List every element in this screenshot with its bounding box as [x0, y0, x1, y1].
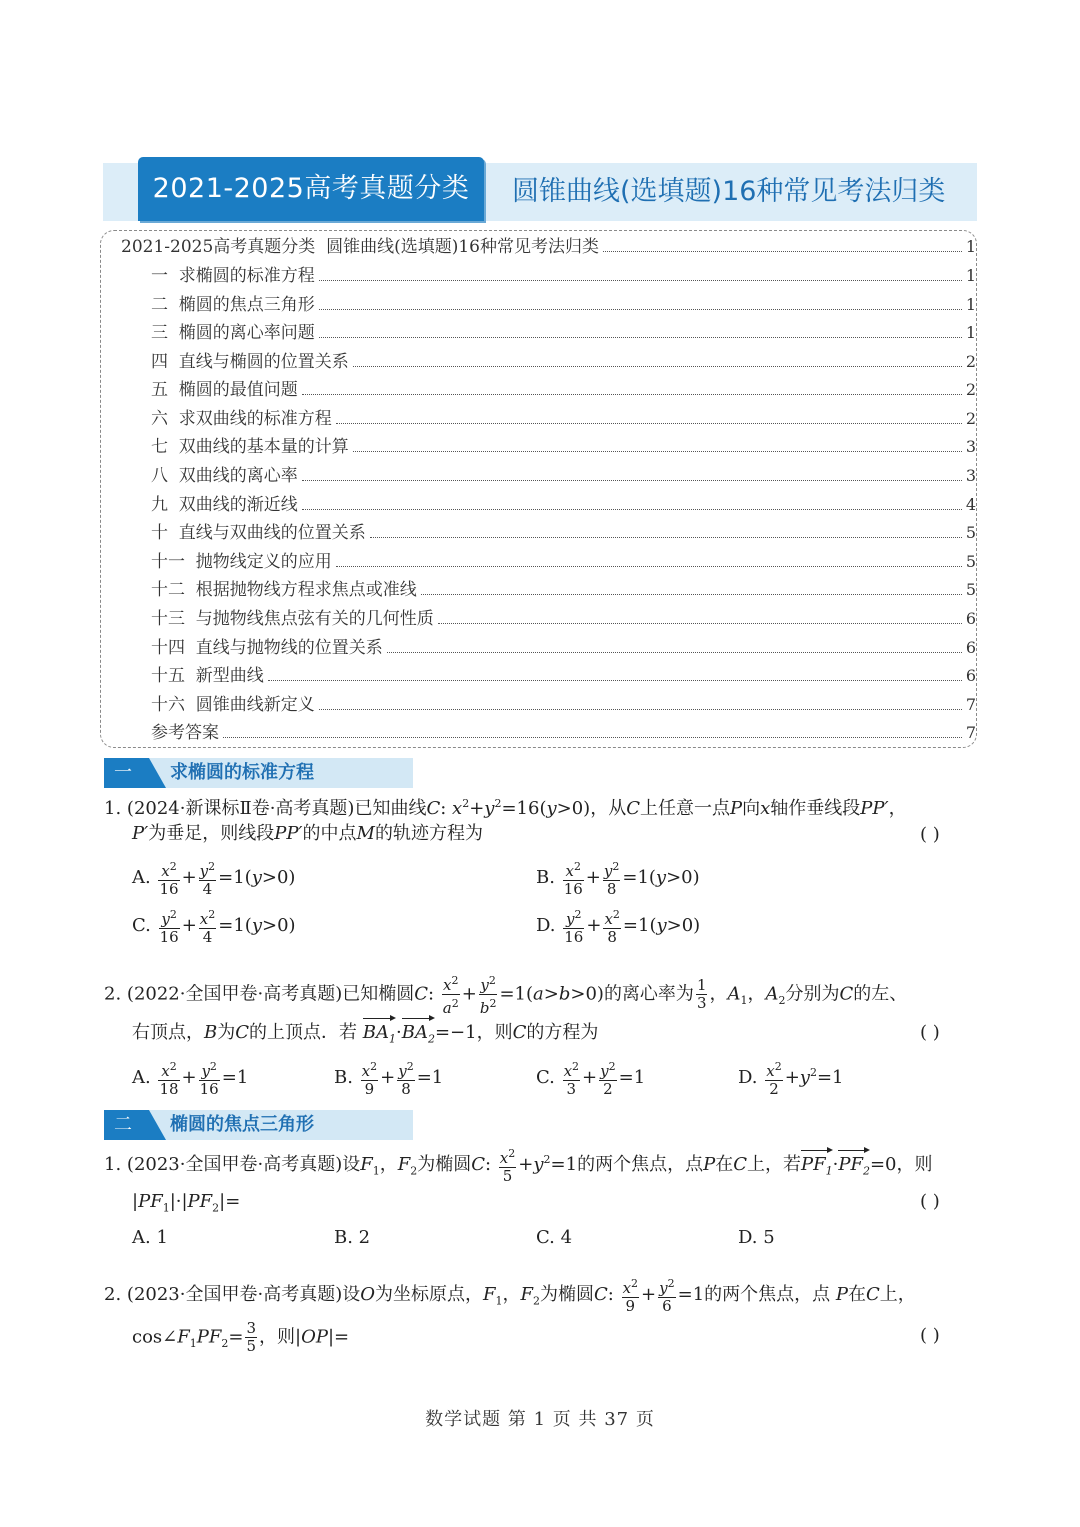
toc-leader-dots: [336, 406, 962, 424]
question-text: 在: [848, 1284, 867, 1305]
question-1-1: 1. (2024·新课标Ⅱ卷·高考真题)已知曲线C: $x^2+y^2=16(y>0)$，从C上任意一点P向x轴作垂线段PP′，: [104, 797, 907, 819]
option-b[interactable]: B. $\frac{x^2}{9}$ + $\frac{y^2}{8}$ =1: [334, 1060, 444, 1098]
page-title: 圆锥曲线(选填题)16种常见考法归类: [512, 176, 946, 207]
toc-entry-title: 三 椭圆的离心率问题: [151, 323, 315, 343]
question-text: 设: [342, 1284, 361, 1305]
question-1-1-line2: P′为垂足，则线段PP′的中点M的轨迹方程为: [132, 823, 483, 844]
toc-entry[interactable]: [151, 434, 976, 460]
toc-entry-page: 5: [965, 580, 976, 599]
question-text: 右顶点，: [132, 1022, 204, 1043]
toc-leader-dots: [319, 320, 962, 338]
toc-entry-title: 十三 与抛物线焦点弦有关的几何性质: [151, 609, 434, 629]
toc-entry-title: 参考答案: [151, 723, 219, 743]
toc-entry[interactable]: [151, 377, 976, 403]
toc-entry-title: 2021-2025高考真题分类 圆锥曲线(选填题)16种常见考法归类: [121, 237, 599, 257]
option-d[interactable]: D. $\frac{y^2}{16}$ + $\frac{x^2}{8}$ =1(y>0): [536, 908, 701, 946]
question-text: 为坐标原点，: [374, 1284, 483, 1305]
toc-leader-dots: [302, 492, 962, 510]
toc-leader-dots: [268, 663, 962, 681]
toc-entry[interactable]: [151, 292, 976, 318]
toc-leader-dots: [603, 234, 962, 252]
question-text: 则: [914, 1154, 933, 1175]
toc-entry-page: 6: [965, 638, 976, 657]
toc-entry-page: 6: [965, 666, 976, 685]
toc-leader-dots: [387, 635, 962, 653]
option-c[interactable]: C. $\frac{x^2}{3}$ + $\frac{y^2}{2}$ =1: [536, 1060, 646, 1098]
toc-entry-title: 十六 圆锥曲线新定义: [151, 695, 315, 715]
question-text: 上，若: [746, 1154, 801, 1175]
option-label: D.: [536, 915, 556, 936]
question-text: 上任意一点: [639, 798, 730, 819]
question-2-1: 1. (2023·全国甲卷·高考真题)设$F_1$，$F_2$为椭圆C: $\frac{x^2}{5}$ $+y^2=1$的两个焦点，点P在C上，若$PF_1\cdot PF_2=0$，则: [104, 1147, 933, 1185]
question-source: (2023·全国甲卷·高考真题): [126, 1154, 343, 1175]
section-number: 二: [114, 1114, 132, 1135]
toc-entry-page: 6: [965, 609, 976, 628]
question-2-2-line2: $\cos\angle F_1PF_2=$ $\frac{3}{5}$ ，则|OP|=: [132, 1319, 350, 1355]
question-source: (2024·新课标Ⅱ卷·高考真题): [126, 798, 355, 819]
question-text: 的离心率为: [603, 983, 694, 1005]
banner-tab: 2021-2025高考真题分类: [138, 157, 484, 221]
option-label: B.: [536, 867, 555, 888]
toc-entry[interactable]: [151, 320, 976, 346]
question-2-2: 2. (2023·全国甲卷·高考真题)设O为坐标原点，$F_1$，$F_2$为椭圆C: $\frac{x^2}{9}$ + $\frac{y^2}{6}$ =1的两个焦点，点 P在C上，: [104, 1277, 916, 1315]
question-number: 2.: [104, 983, 122, 1005]
question-text: 上，: [879, 1284, 916, 1305]
option-d[interactable]: D. $\frac{x^2}{2}$ $+y^2=1$: [738, 1060, 844, 1098]
toc-leader-dots: [353, 434, 962, 452]
toc-entry-page: 5: [965, 552, 976, 571]
question-text: 则: [494, 1022, 513, 1043]
question-source: (2022·全国甲卷·高考真题): [126, 983, 343, 1005]
question-number: 2.: [104, 1284, 122, 1305]
toc-entry-title: 八 双曲线的离心率: [151, 466, 298, 486]
section-title: 椭圆的焦点三角形: [170, 1114, 314, 1135]
option-a[interactable]: A. 1: [132, 1227, 168, 1248]
option-b[interactable]: B. $\frac{x^2}{16}$ + $\frac{y^2}{8}$ =1(y>0): [536, 860, 700, 898]
question-text: 已知曲线: [354, 798, 427, 819]
section-header-2: [104, 1110, 413, 1140]
toc-entry-page: 2: [965, 352, 976, 371]
answer-blank[interactable]: ( ): [920, 824, 940, 845]
toc-entry[interactable]: [121, 234, 976, 260]
toc-entry-title: 七 双曲线的基本量的计算: [151, 437, 349, 457]
question-text: 的上顶点．若: [249, 1022, 358, 1043]
toc-entry[interactable]: [151, 349, 976, 375]
option-a[interactable]: A. $\frac{x^2}{18}$ + $\frac{y^2}{16}$ =1: [132, 1060, 249, 1098]
option-label: C.: [132, 915, 151, 936]
question-text: 在: [715, 1154, 734, 1175]
toc-entry[interactable]: [151, 692, 976, 718]
question-text: 的轨迹方程为: [374, 823, 483, 844]
question-text: 为: [217, 1022, 236, 1043]
toc-entry-title: 十 直线与双曲线的位置关系: [151, 523, 366, 543]
question-1-2: 2. (2022·全国甲卷·高考真题)已知椭圆C: $\frac{x^2}{a^2}$ + $\frac{y^2}{b^2}$ =1(a>b>0)的离心率为 $\frac{1}{3}$ ，$A_1$，$A_2$分别为C的左、: [104, 974, 908, 1017]
toc-entry-title: 一 求椭圆的标准方程: [151, 266, 315, 286]
toc-entry-title: 四 直线与椭圆的位置关系: [151, 352, 349, 372]
question-number: 1.: [104, 798, 122, 819]
option-b[interactable]: B. 2: [334, 1227, 371, 1248]
question-text: 为椭圆: [539, 1284, 594, 1305]
toc-entry[interactable]: [151, 635, 976, 661]
question-text: 的方程为: [526, 1022, 599, 1043]
toc-entry-page: 7: [965, 723, 976, 742]
toc-entry[interactable]: [151, 577, 976, 603]
toc-entry-title: 六 求双曲线的标准方程: [151, 409, 332, 429]
section-number: 一: [114, 762, 132, 783]
answer-blank[interactable]: ( ): [920, 1325, 940, 1346]
toc-entry-page: 3: [965, 437, 976, 456]
question-text: 向: [742, 798, 761, 819]
toc-leader-dots: [336, 549, 962, 567]
toc-leader-dots: [370, 520, 962, 538]
toc-entry[interactable]: [151, 520, 976, 546]
question-text: 设: [342, 1154, 361, 1175]
question-text: 的两个焦点，点: [577, 1154, 704, 1175]
toc-entry-title: 十一 抛物线定义的应用: [151, 552, 332, 572]
toc-entry-page: 1: [965, 237, 976, 256]
toc-entry-title: 二 椭圆的焦点三角形: [151, 295, 315, 315]
question-text: 轴作垂线段: [770, 798, 861, 819]
question-2-1-line2: $|PF_1|\cdot|PF_2|=$: [132, 1191, 241, 1215]
toc-entry-page: 1: [965, 323, 976, 342]
toc-leader-dots: [421, 577, 962, 595]
toc-leader-dots: [319, 692, 962, 710]
section-header-1: [104, 758, 413, 788]
question-text: 分别为: [785, 983, 840, 1005]
toc-entry[interactable]: [151, 263, 976, 289]
toc-leader-dots: [319, 292, 962, 310]
toc-entry-page: 3: [965, 466, 976, 485]
option-d[interactable]: D. 5: [738, 1227, 775, 1248]
toc-entry-page: 2: [965, 409, 976, 428]
toc-entry-page: 5: [965, 523, 976, 542]
toc-leader-dots: [353, 349, 962, 367]
toc-entry-page: 1: [965, 266, 976, 285]
toc-entry-title: 五 椭圆的最值问题: [151, 380, 298, 400]
option-a[interactable]: A. $\frac{x^2}{16}$ + $\frac{y^2}{4}$ =1(y>0): [132, 860, 296, 898]
question-text: 为垂足，则线段: [148, 823, 275, 844]
toc-entry-title: 十四 直线与抛物线的位置关系: [151, 638, 383, 658]
toc-entry-title: 十五 新型曲线: [151, 666, 264, 686]
question-text: 的两个焦点，点: [704, 1284, 831, 1305]
question-source: (2023·全国甲卷·高考真题): [126, 1284, 343, 1305]
toc-entry[interactable]: [151, 406, 976, 432]
option-label: A.: [132, 867, 151, 888]
question-text: 从: [608, 798, 627, 819]
answer-blank[interactable]: ( ): [920, 1022, 940, 1043]
toc-entry[interactable]: [151, 492, 976, 518]
toc-entry-page: 1: [965, 295, 976, 314]
toc-entry[interactable]: [151, 463, 976, 489]
answer-blank[interactable]: ( ): [920, 1191, 940, 1212]
question-text: 已知椭圆: [342, 983, 415, 1005]
question-number: 1.: [104, 1154, 122, 1175]
option-c[interactable]: C. 4: [536, 1227, 573, 1248]
toc-leader-dots: [223, 720, 962, 738]
toc-entry-title: 十二 根据抛物线方程求焦点或准线: [151, 580, 417, 600]
toc-leader-dots: [319, 263, 962, 281]
question-text: 的左、: [853, 983, 908, 1005]
section-title: 求椭圆的标准方程: [170, 762, 314, 783]
toc-entry-page: 4: [965, 495, 976, 514]
question-1-2-line2: 右顶点，B为C的上顶点．若 $BA_1\cdot BA_2=-1$，则C的方程为: [132, 1020, 598, 1053]
toc-leader-dots: [302, 463, 962, 481]
toc-leader-dots: [302, 377, 962, 395]
toc-entry-page: 2: [965, 380, 976, 399]
toc-entry-page: 7: [965, 695, 976, 714]
toc-leader-dots: [438, 606, 962, 624]
question-text: 为椭圆: [417, 1154, 472, 1175]
page-footer: 数学试题 第 1 页 共 37 页: [425, 1409, 655, 1430]
question-text: 的中点: [302, 823, 357, 844]
option-c[interactable]: C. $\frac{y^2}{16}$ + $\frac{x^2}{4}$ =1(y>0): [132, 908, 296, 946]
toc-entry[interactable]: [151, 720, 976, 746]
question-text: 则: [277, 1326, 295, 1348]
toc-entry[interactable]: [151, 663, 976, 689]
toc-entry[interactable]: [151, 549, 976, 575]
toc-entry-title: 九 双曲线的渐近线: [151, 495, 298, 515]
toc-entry[interactable]: [151, 606, 976, 632]
